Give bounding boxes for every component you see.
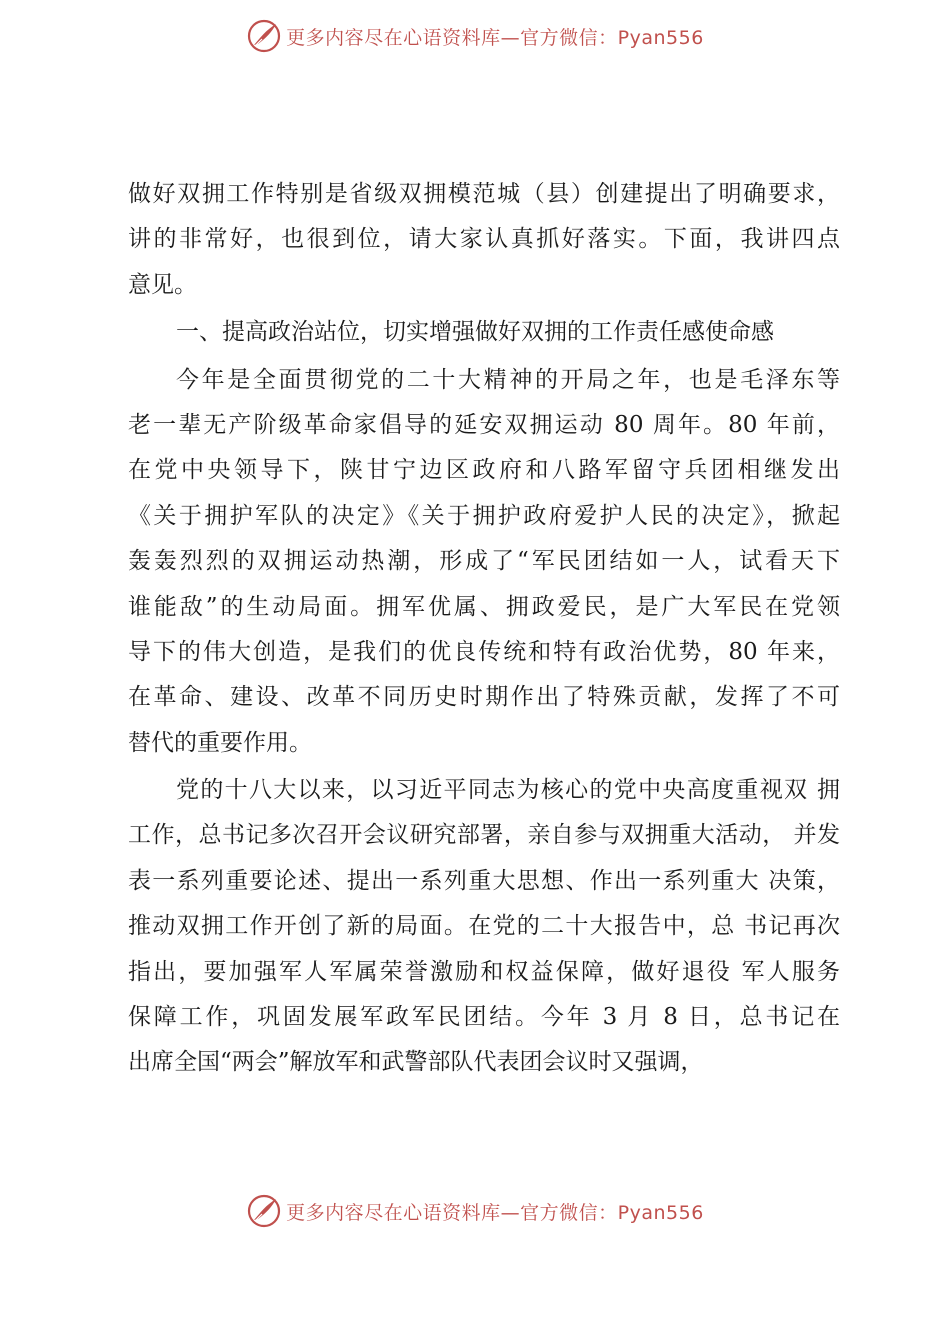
text-line: 今年是全面贯彻党的二十大精神的开局之年，也是毛泽东等 (176, 366, 840, 393)
text-line: 替代的重要作用。 (128, 729, 312, 756)
quill-pen-logo-icon (246, 1193, 282, 1229)
header-banner (0, 16, 950, 56)
document-body (128, 172, 840, 1086)
text-line: 轰轰烈烈的双拥运动热潮，形成了“军民团结如一人，试看天下 (128, 548, 840, 575)
text-line: 表一系列重要论述、提出一系列重大思想、作出一系列重大 决策， (128, 867, 840, 894)
text-line: 保障工作，巩固发展军政军民团结。今年 3 月 8 日，总书记在 (128, 1004, 840, 1031)
text-line: 出席全国“两会”解放军和武警部队代表团会议时又强调， (128, 1049, 704, 1076)
footer-banner (0, 1191, 950, 1231)
text-line: 做好双拥工作特别是省级双拥模范城（县）创建提出了明确要求， (128, 181, 840, 207)
header-banner-content (246, 18, 704, 54)
footer-banner-text: 更多内容尽在心语资料库—官方微信：Pyan556 (286, 1201, 704, 1224)
text-line: 《关于拥护军队的决定》《关于拥护政府爱护人民的决定》，掀起 (128, 502, 840, 529)
text-line: 意见。 (128, 271, 197, 298)
header-banner-text: 更多内容尽在心语资料库—官方微信：Pyan556 (286, 26, 704, 49)
text-line: 讲的非常好，也很到位，请大家认真抓好落实。下面，我讲四点 (128, 226, 840, 253)
text-line: 工作，总书记多次召开会议研究部署，亲自参与双拥重大活动， 并发 (128, 822, 840, 849)
text-line: 在革命、建设、改革不同历史时期作出了特殊贡献，发挥了不可 (128, 684, 840, 711)
text-line: 导下的伟大创造，是我们的优良传统和特有政治优势，80 年来， (128, 638, 840, 665)
text-line: 在党中央领导下，陕甘宁边区政府和八路军留守兵团相继发出 (128, 457, 840, 484)
footer-banner-content (246, 1193, 704, 1229)
section-heading: 一、提高政治站位，切实增强做好双拥的工作责任感使命感 (176, 319, 774, 346)
quill-pen-logo-icon (246, 18, 282, 54)
text-line: 党的十八大以来，以习近平同志为核心的党中央高度重视双 拥 (176, 777, 840, 804)
text-line: 谁能敌”的生动局面。拥军优属、拥政爱民，是广大军民在党领 (128, 593, 840, 620)
text-line: 指出，要加强军人军属荣誉激励和权益保障，做好退役 军人服务 (128, 958, 840, 985)
text-line: 推动双拥工作开创了新的局面。在党的二十大报告中，总 书记再次 (128, 913, 840, 940)
text-line: 老一辈无产阶级革命家倡导的延安双拥运动 80 周年。80 年前， (128, 411, 840, 438)
